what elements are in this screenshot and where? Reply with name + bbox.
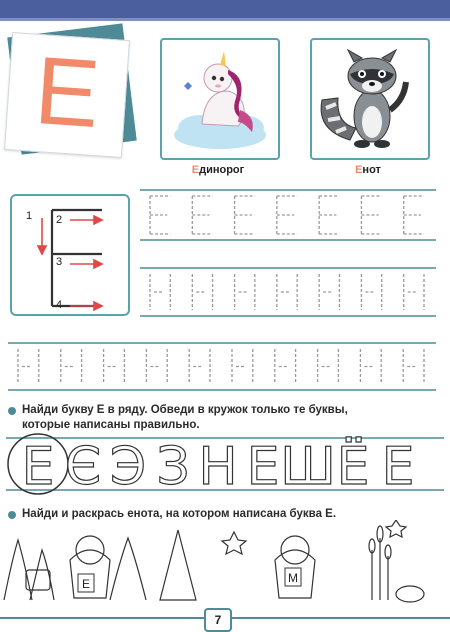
letter-row-item[interactable]: Э	[109, 437, 147, 497]
raccoon-1-letter: Е	[81, 577, 91, 591]
trace-letter	[360, 349, 381, 384]
trace-letter	[403, 349, 424, 384]
letter-row-item[interactable]: З	[156, 437, 190, 497]
unicorn-caption-rest: динорог	[199, 164, 245, 176]
letter-row-item[interactable]: Е	[246, 437, 280, 497]
letter-row-item[interactable]: Ё	[336, 437, 370, 497]
trace-letter	[235, 196, 255, 234]
trace-letter	[275, 349, 296, 384]
task-1-line-2: которые написаны правильно.	[22, 419, 200, 431]
raccoon-caption-first-letter: Е	[355, 164, 363, 176]
coloring-scene	[0, 520, 450, 606]
trace-letter	[319, 196, 339, 234]
star-1	[222, 532, 246, 554]
tree-3	[110, 538, 146, 600]
task-1-line-1: Найди букву Е в ряду. Обведи в кружок только те буквы,	[22, 404, 348, 416]
trace-letter	[104, 349, 125, 384]
stroke-number-2: 2	[56, 214, 63, 226]
letter-row-item[interactable]: Ш	[280, 437, 336, 497]
trace-letter	[235, 274, 255, 310]
letter-row-item[interactable]: Е	[381, 437, 415, 497]
letter-row-item[interactable]: Є	[64, 437, 102, 497]
task-1-bullet	[8, 407, 16, 415]
letter-row-item[interactable]: Е	[21, 437, 55, 497]
trace-letter	[404, 196, 424, 234]
trace-letter	[150, 196, 170, 234]
task-2-instruction: Найди и раскрась енота, на котором написана буква Е.	[22, 508, 337, 520]
fir-tree	[160, 530, 196, 600]
trace-letter	[318, 349, 339, 384]
stone	[396, 586, 424, 602]
trace-letter	[277, 196, 297, 234]
stroke-number-3: 3	[56, 256, 63, 268]
letter-row	[0, 426, 450, 502]
trace-letter	[361, 274, 381, 310]
stroke-number-1: 1	[26, 210, 33, 222]
letter-row-item[interactable]: Н	[198, 437, 238, 497]
trace-letter	[404, 274, 424, 310]
trace-letter	[277, 274, 297, 310]
raccoon-2-letter: М	[288, 571, 298, 585]
trace-letter	[361, 196, 381, 234]
trace-letter	[319, 274, 339, 310]
unicorn-caption-first-letter: Е	[191, 164, 200, 176]
trace-letter	[192, 274, 212, 310]
star-2	[386, 520, 406, 537]
trace-letter	[18, 349, 39, 384]
trace-letter	[232, 349, 253, 384]
trace-letter	[61, 349, 82, 384]
page-number: 7	[204, 608, 232, 632]
trace-letter	[189, 349, 210, 384]
trace-letter	[146, 349, 167, 384]
raccoon-caption-rest: нот	[362, 164, 381, 176]
trace-letter	[150, 274, 170, 310]
task-2-bullet	[8, 511, 16, 519]
big-letter: Е	[31, 36, 103, 149]
stroke-number-4: 4	[56, 299, 63, 311]
trace-letter	[192, 196, 212, 234]
